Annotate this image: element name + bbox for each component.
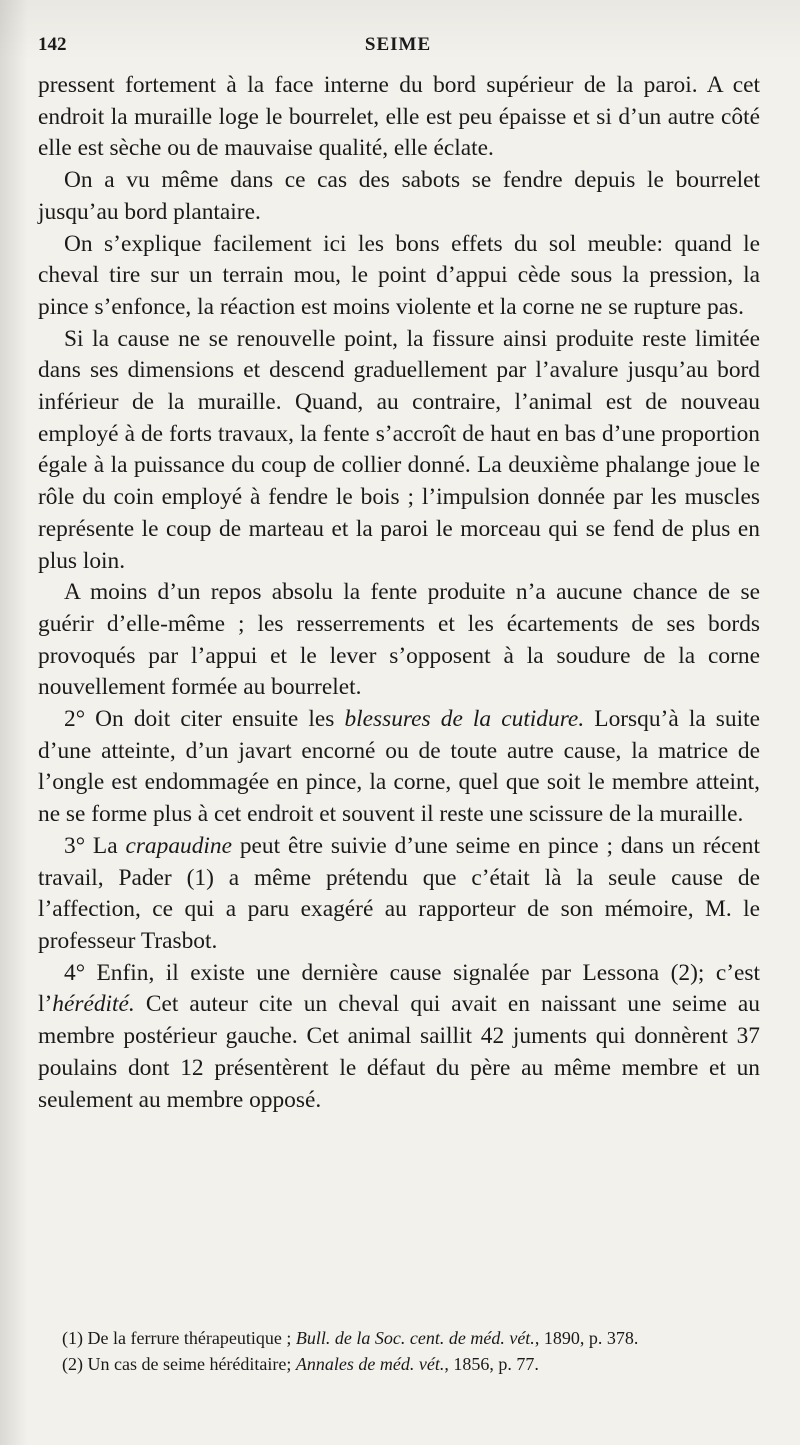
paragraph-text: 3° La xyxy=(64,832,126,859)
footnote xyxy=(62,1327,782,1350)
page-number: 142 xyxy=(38,34,67,55)
footnote-text: , 1856, p. 77. xyxy=(444,1354,539,1374)
paragraph-text: A moins d’un repos absolu la fente produite n’a aucune chance de se guérir d’elle-même ; les resserrements et les écartements de ses bords provoqués par l’appui et le lever s’opposent à la soudure de la corne nouvellement formée au bourrelet. xyxy=(38,579,760,701)
paragraph xyxy=(38,324,760,578)
paragraph xyxy=(38,577,760,704)
paragraph xyxy=(38,229,760,324)
paragraph-text: Lorsqu’à la suite d’une atteinte, d’un javart encorné ou de toute autre cause, la matrice de l’ongle est endommagée en pince, la corne, quel que soit le membre atteint, ne se forme plus à cet endroit et souvent il reste une scissure de la muraille. xyxy=(38,706,760,828)
italic-text: crapaudine xyxy=(125,832,232,859)
footnote-citation: Annales de méd. vét. xyxy=(295,1354,445,1374)
paragraph-text: 2° On doit citer ensuite les xyxy=(64,706,345,733)
paragraph-text: pressent fortement à la face interne du bord supérieur de la paroi. A cet endroit la muraille loge le bourrelet, elle est peu épaisse et si d’un autre côté elle est sèche ou de mauvaise qualité, elle éclate. xyxy=(38,72,760,162)
footnote xyxy=(62,1353,782,1376)
footnote-citation: Bull. de la Soc. cent. de méd. vét. xyxy=(295,1328,535,1348)
paragraph xyxy=(38,165,760,228)
page-header xyxy=(38,34,758,60)
footnote-text: , 1890, p. 378. xyxy=(534,1328,639,1348)
paragraph-text: peut être suivie d’une seime en pince ; dans un récent travail, Pader (1) a même prétendu que c’était là la seule cause de l’affection, ce qui a paru exagéré au rapporteur de son mémoire, M. le professeur Trasbot. xyxy=(38,832,760,954)
paragraph xyxy=(38,831,760,958)
body-text xyxy=(38,70,760,1116)
paragraph xyxy=(38,958,760,1117)
italic-text: blessures de la cutidure. xyxy=(344,706,585,733)
paragraph-text: Cet auteur cite un cheval qui avait en naissant une seime au membre postérieur gauche. Cet animal saillit 42 juments qui donnèrent 37 poulains dont 12 présentèrent le défaut du père au même membre et un seulement au membre opposé. xyxy=(38,991,760,1113)
paragraph xyxy=(38,704,760,831)
footnotes xyxy=(62,1327,782,1379)
paragraph-text: On s’explique facilement ici les bons effets du sol meuble: quand le cheval tire sur un terrain mou, le point d’appui cède sous la pression, la pince s’enfonce, la réaction est moins violente et la corne ne se rupture pas. xyxy=(38,230,760,320)
footnote-text: (1) De la ferrure thérapeutique ; xyxy=(62,1328,296,1348)
footnote-text: (2) Un cas de seime héréditaire; xyxy=(62,1354,296,1374)
paragraph xyxy=(38,70,760,165)
paragraph-text: Si la cause ne se renouvelle point, la fissure ainsi produite reste limitée dans ses dimensions et descend graduellement par l’avalure jusqu’au bord inférieur de la muraille. Quand, au contraire, l’animal est de nouveau employé à de forts travaux, la fente s’accroît de haut en bas d’une proportion égale à la puissance du coup de collier donné. La deuxième phalange joue le rôle du coin employé à fendre le bois ; l’impulsion donnée par les muscles représente le coup de marteau et la paroi le morceau qui se fend de plus en plus loin. xyxy=(38,325,760,574)
running-title: SEIME xyxy=(364,34,432,55)
paragraph-text: 4° Enfin, il existe une dernière cause signalée par Lessona (2); c’est l’ xyxy=(38,959,760,1018)
italic-text: hérédité. xyxy=(52,991,135,1018)
paragraph-text: On a vu même dans ce cas des sabots se fendre depuis le bourrelet jusqu’au bord plantaire. xyxy=(38,167,760,225)
